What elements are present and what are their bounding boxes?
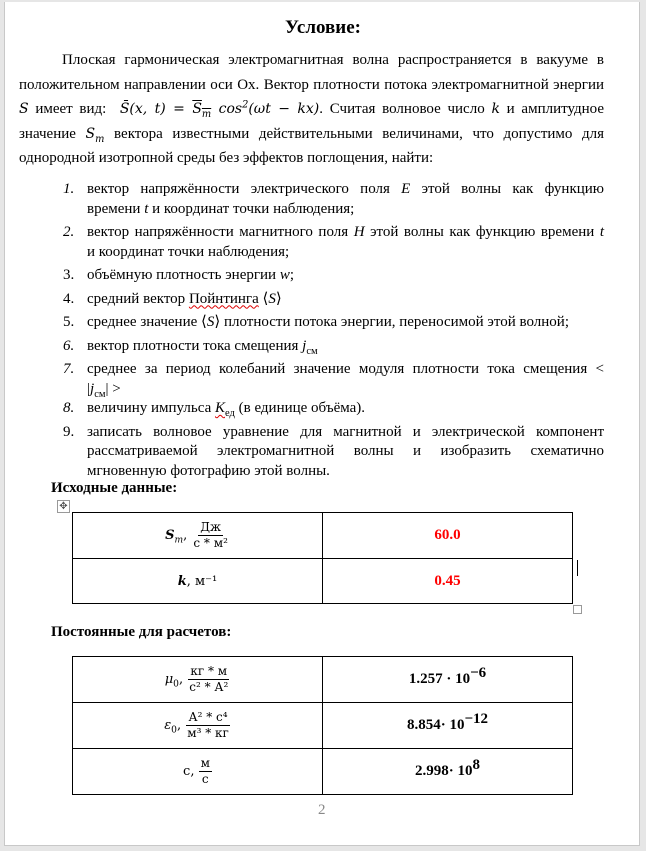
const-value-eps0[interactable]: $8.854\cdot 10^{-12}$: [323, 703, 573, 749]
const-value-mu0[interactable]: $1.257 \cdot 10^{-6}$: [323, 657, 573, 703]
document-page: [4, 2, 640, 846]
symbol-s: S: [19, 101, 29, 117]
list-item: 6. вектор плотности тока смещения $j_{см}$: [63, 337, 318, 357]
poynting-formula: S̄(x, $t) = S_m$ $\cos^2(\omega t - kx)$: [119, 99, 320, 120]
page-number: 2: [318, 802, 326, 818]
table-row: [73, 749, 573, 795]
list-item: 3. объёмную плотность энергии w;: [63, 267, 294, 283]
const-label-c: с, $\frac{м}{с}$: [73, 749, 323, 795]
constants-table: [72, 656, 573, 795]
task-list: [51, 180, 604, 481]
table-row: [73, 513, 573, 559]
list-item: 7. среднее за период колебаний значение модуля плотности тока смещения < $|j_{см}|$ >: [63, 361, 604, 400]
table-resize-handle[interactable]: [573, 605, 582, 614]
table-move-handle-icon[interactable]: ✥: [57, 500, 70, 513]
param-value-k[interactable]: 0.45: [323, 559, 573, 604]
list-item: 4. средний вектор Пойнтинга ⟨S⟩: [63, 290, 282, 307]
list-item: 9. записать волновое уравнение для магнитной и электрической компонент рассматриваемой электромагнитной волны и изобразить схематично мгновенную фотографию этой волны.: [63, 423, 604, 479]
const-value-c[interactable]: $2.998\cdot 10^8$: [323, 749, 573, 795]
intro-line-1: Плоская гармоническая электромагнитная волна распространяется в вакууме в: [62, 52, 604, 68]
list-item: 1. вектор напряжённости электрического поля E этой волны как функцию времени t и координат точки наблюдения;: [63, 181, 605, 217]
intro-paragraph: [19, 48, 604, 171]
page-title: Условие:: [285, 17, 361, 38]
intro-line-4: значение $S_m$ вектора известными действительными величинами, что допустимо для: [19, 125, 605, 145]
intro-line-5: однородной изотропной среды без эффектов поглощения, найти:: [19, 150, 434, 166]
list-item: 5. среднее значение ⟨S⟩ плотности потока энергии, переносимой этой волной;: [63, 314, 569, 330]
const-label-mu0: $\mu_0$, $\frac{кг * м}{\text{с² * А²}}$: [73, 657, 323, 703]
text-cursor: [577, 560, 578, 576]
constants-heading: Постоянные для расчетов:: [51, 624, 232, 640]
intro-line-3: S имеет вид: S̄(x, $t) = S_m$ $\cos^2(\omega t - kx)$. Считая волновое число k и амплитудное: [19, 99, 605, 120]
param-value-sm[interactable]: 60.0: [323, 513, 573, 559]
const-label-eps0: $\varepsilon_0$, $\frac{\text{А² * с⁴}}{\text{м³ * кг}}$: [73, 703, 323, 749]
list-item: 8. величину импульса $K_{ед}$ (в единице объёма).: [63, 400, 366, 419]
param-label-sm: $S_m$, $\frac{Дж}{\text{с * м²}}$: [73, 513, 323, 559]
spellcheck-word[interactable]: Пойнтинга: [188, 290, 259, 307]
table-row: [73, 703, 573, 749]
table-row: [73, 559, 573, 604]
param-label-k: k, м⁻¹: [73, 559, 323, 604]
list-item: 2. вектор напряжённости магнитного поля H этой волны как функцию времени t и координат точки наблюдения;: [63, 224, 604, 260]
intro-line-2: положительном направлении оси Ох. Вектор плотности потока электромагнитной энергии: [19, 76, 604, 93]
initial-data-table: [72, 512, 573, 604]
initial-data-heading: Исходные данные:: [51, 480, 178, 496]
symbol-sm: $S_m$: [85, 125, 105, 145]
table-row: [73, 657, 573, 703]
